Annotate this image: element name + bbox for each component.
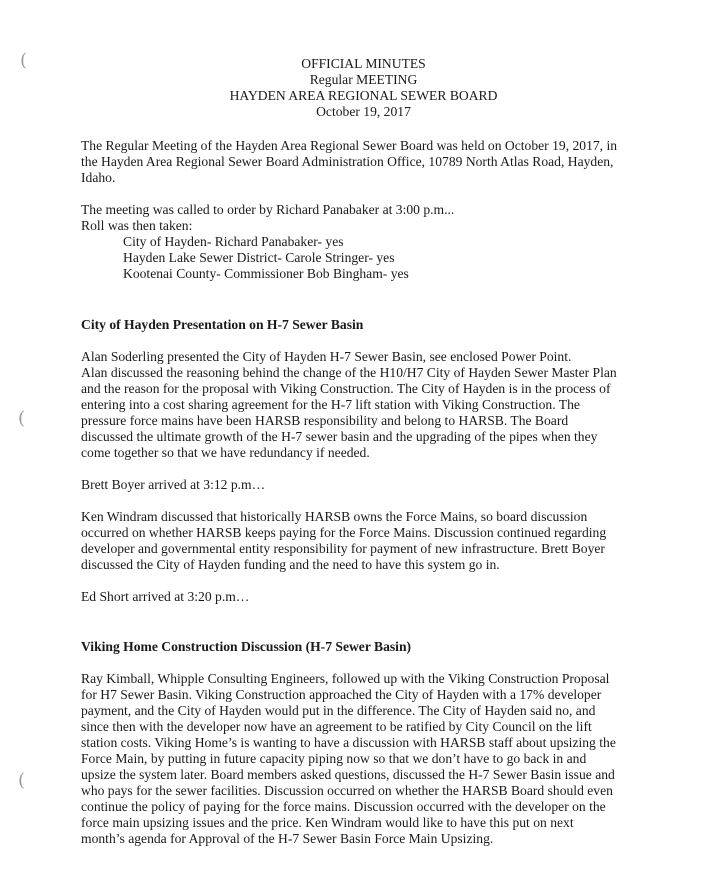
paragraph-line: who pays for the sewer facilities. Discussion occurred on whether the HARSB Board should even — [81, 783, 613, 798]
paragraph-line: pressure force mains have been HARSB responsibility and belong to HARSB. The Board — [81, 413, 569, 428]
board-name: HAYDEN AREA REGIONAL SEWER BOARD — [229, 88, 498, 103]
paragraph-line: occurred on whether HARSB keeps paying for the Force Mains. Discussion continued regarding — [81, 525, 607, 540]
document-title: OFFICIAL MINUTES — [301, 56, 426, 71]
meeting-date: October 19, 2017 — [316, 104, 411, 119]
binder-hole-mark-bottom: ( — [18, 770, 26, 791]
paragraph-line: entering into a cost sharing agreement for the H-7 lift station with Viking Construction. The — [81, 397, 580, 412]
paragraph-line: discussed the City of Hayden funding and the need to have this system go in. — [81, 557, 500, 572]
paragraph-line: Ray Kimball, Whipple Consulting Engineers, followed up with the Viking Construction Proposal — [81, 671, 610, 686]
roll-entry: City of Hayden- Richard Panabaker- yes — [123, 234, 344, 249]
paragraph-line: since then with the developer now have an agreement to be ratified by City Council on the lift — [81, 719, 592, 734]
paragraph-line: Alan Soderling presented the City of Hayden H-7 Sewer Basin, see enclosed Power Point. — [81, 349, 572, 364]
meeting-type: Regular MEETING — [309, 72, 418, 87]
section-heading-viking: Viking Home Construction Discussion (H-7 Sewer Basin) — [81, 639, 412, 654]
paragraph-line: Force Main, by putting in future capacity piping now so that we don’t have to go back in and — [81, 751, 587, 766]
roll-entry: Kootenai County- Commissioner Bob Bingham- yes — [123, 266, 409, 281]
paragraph-line: Ken Windram discussed that historically HARSB owns the Force Mains, so board discussion — [81, 509, 588, 524]
paragraph-line: Alan discussed the reasoning behind the change of the H10/H7 City of Hayden Sewer Master Plan — [81, 365, 617, 380]
section-heading-h7-presentation: City of Hayden Presentation on H-7 Sewer Basin — [81, 317, 364, 332]
arrival-note: Ed Short arrived at 3:20 p.m… — [81, 589, 250, 604]
paragraph-line: force main upsizing issues and the price. Ken Windram would like to have this put on next — [81, 815, 574, 830]
call-to-order: The meeting was called to order by Richard Panabaker at 3:00 p.m... — [81, 202, 455, 217]
roll-entry: Hayden Lake Sewer District- Carole Stringer- yes — [123, 250, 395, 265]
intro-line: Idaho. — [81, 170, 116, 185]
paragraph-line: and the reason for the proposal with Viking Construction. The City of Hayden is in the process of — [81, 381, 611, 396]
paragraph-line: developer and governmental entity responsibility for payment of new infrastructure. Brett Boyer — [81, 541, 605, 556]
binder-hole-mark-middle: ( — [18, 408, 26, 429]
paragraph-line: come together so that we have redundancy if needed. — [81, 445, 370, 460]
roll-intro: Roll was then taken: — [81, 218, 193, 233]
paragraph-line: for H7 Sewer Basin. Viking Construction approached the City of Hayden with a 17% developer — [81, 687, 602, 702]
binder-hole-mark-top: ( — [20, 50, 28, 71]
paragraph-line: payment, and the City of Hayden would put in the difference. The City of Hayden said no, and — [81, 703, 596, 718]
paragraph-line: month’s agenda for Approval of the H-7 Sewer Basin Force Main Upsizing. — [81, 831, 494, 846]
paragraph-line: continue the policy of paying for the force mains. Discussion occurred with the developer on the — [81, 799, 606, 814]
arrival-note: Brett Boyer arrived at 3:12 p.m… — [81, 477, 266, 492]
paragraph-line: upsize the system later. Board members asked questions, discussed the H-7 Sewer Basin issue and — [81, 767, 615, 782]
paragraph-line: station costs. Viking Home’s is wanting to have a discussion with HARSB staff about upsizing the — [81, 735, 616, 750]
intro-line: The Regular Meeting of the Hayden Area Regional Sewer Board was held on October 19, 2017, in — [81, 138, 618, 153]
paragraph-line: discussed the ultimate growth of the H-7 sewer basin and the upgrading of the pipes when they — [81, 429, 598, 444]
intro-line: the Hayden Area Regional Sewer Board Administration Office, 10789 North Atlas Road, Hayden, — [81, 154, 614, 169]
